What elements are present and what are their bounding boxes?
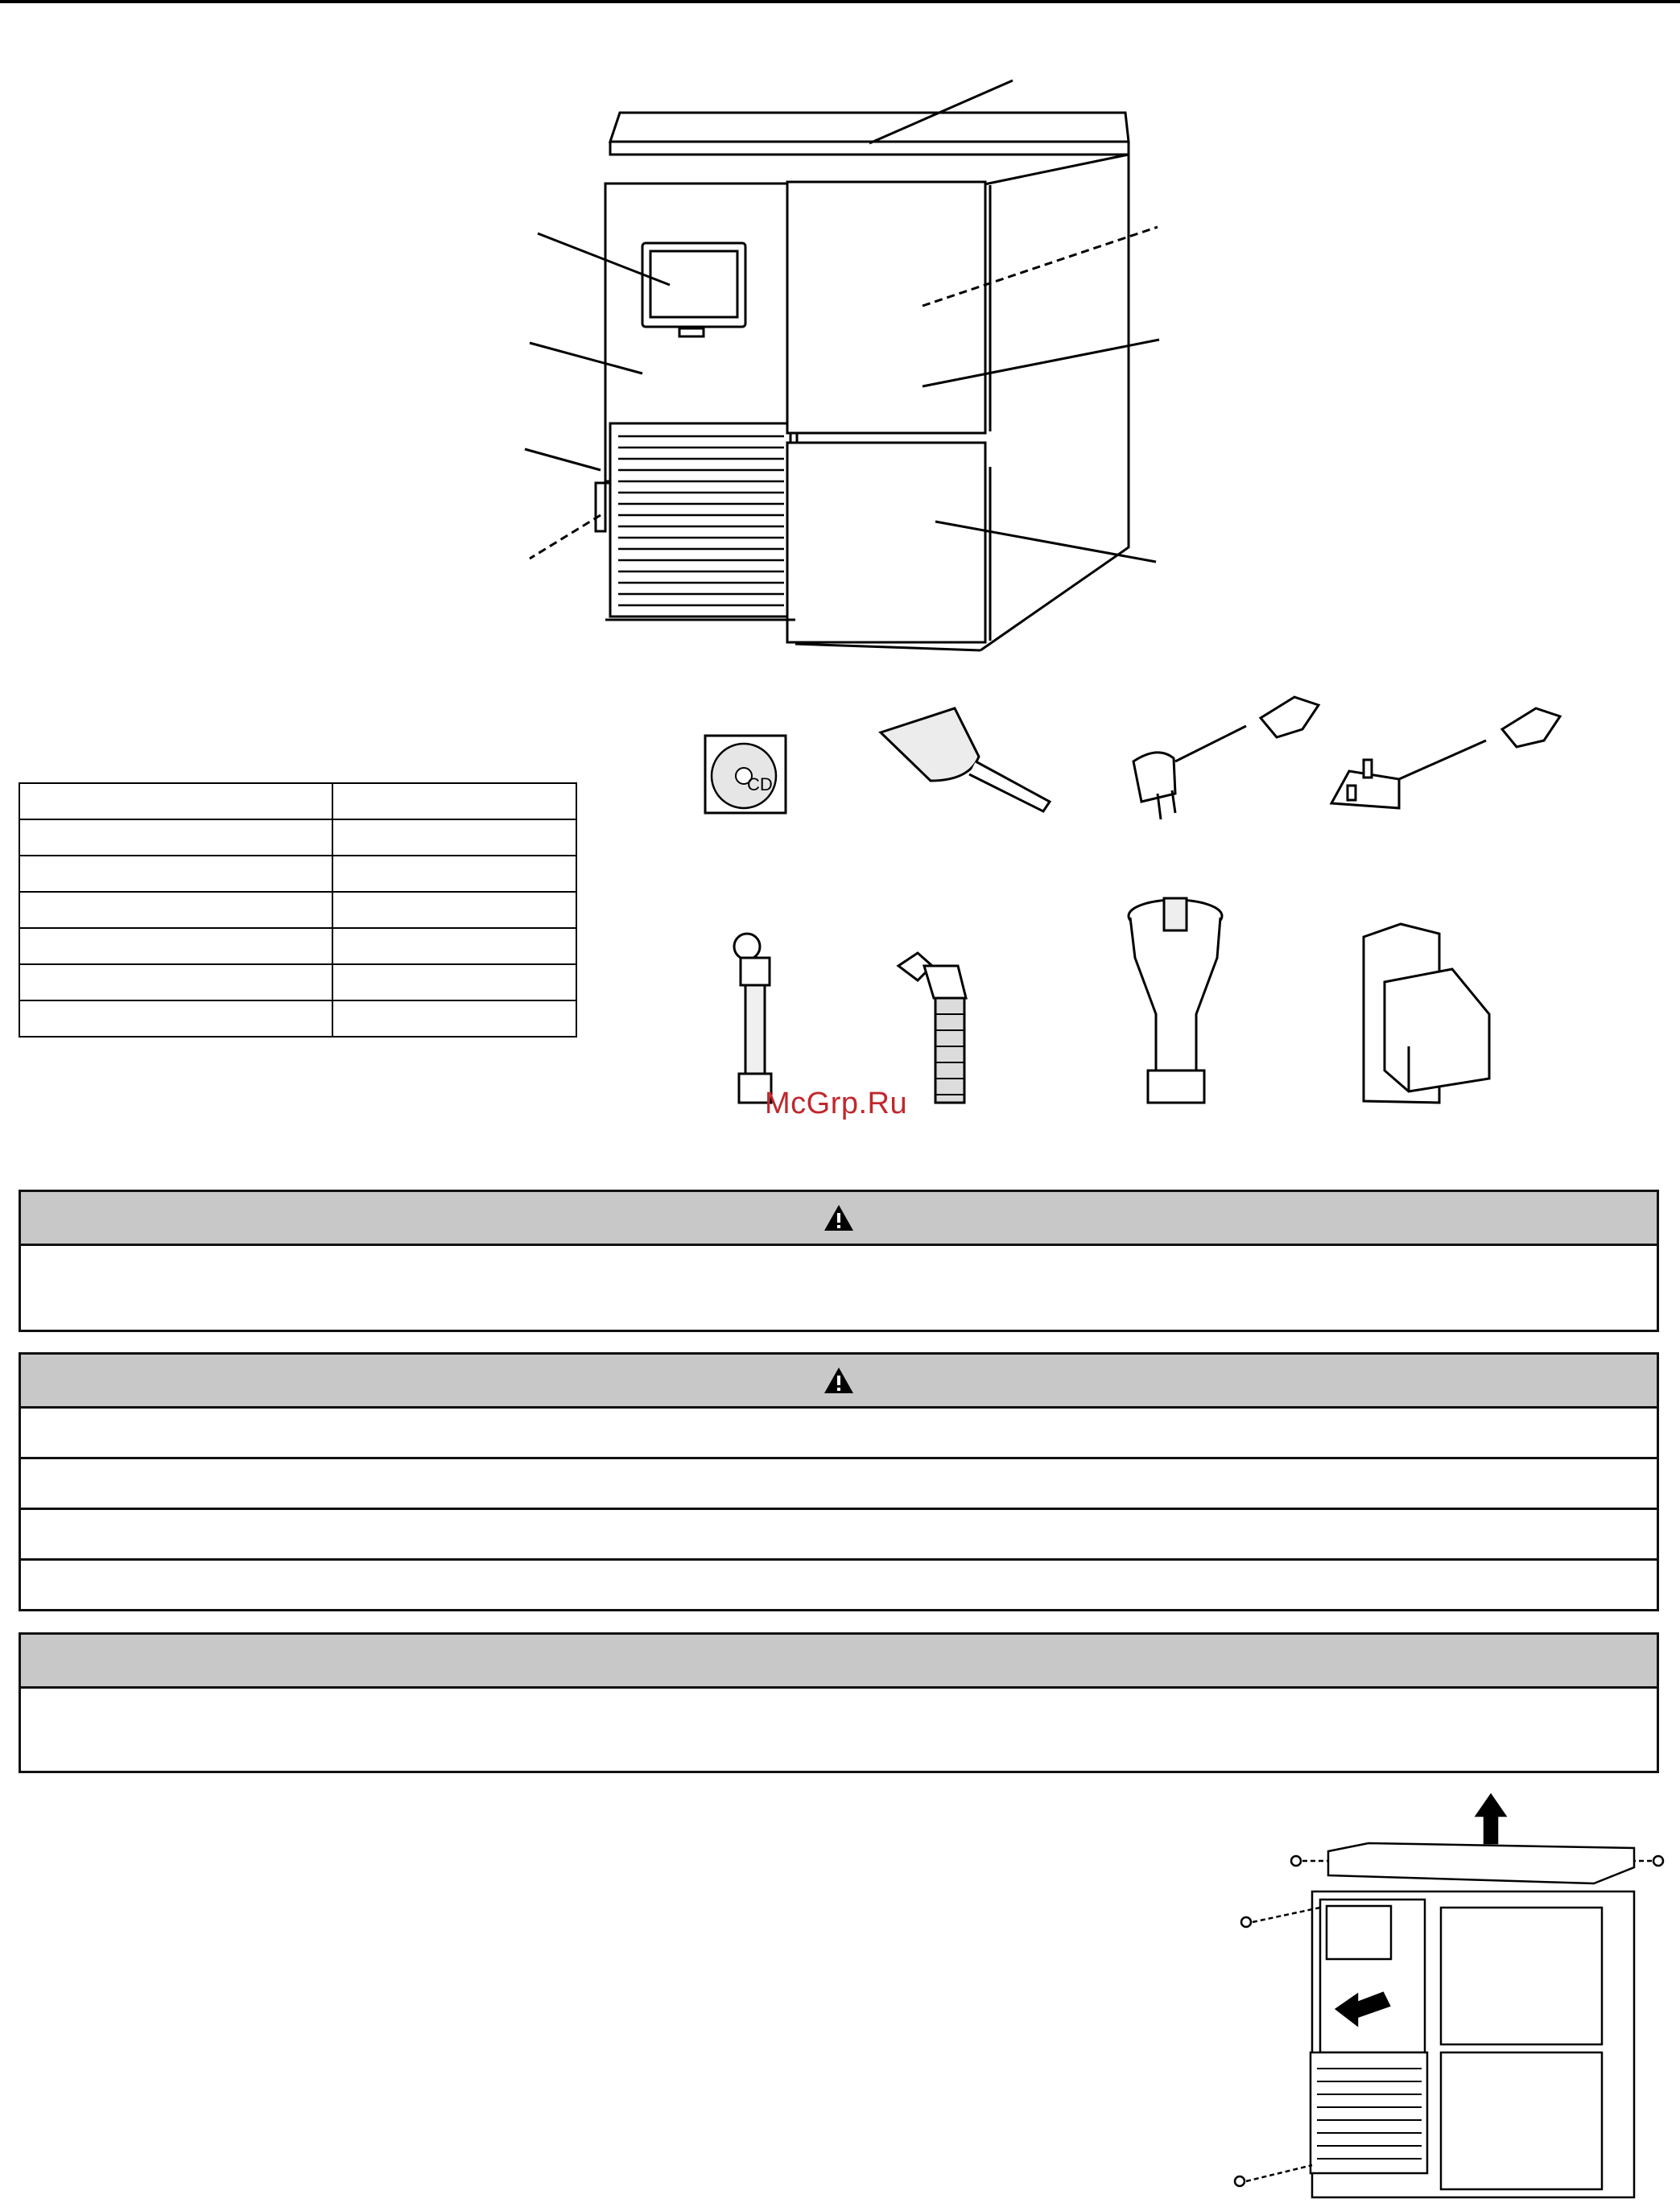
top-rule — [0, 0, 1680, 3]
ice-scoop-icon — [874, 692, 1059, 821]
table-cell — [19, 819, 332, 856]
drain-hose-icon — [885, 942, 982, 1111]
specifications-table — [19, 782, 577, 1037]
warning-triangle-icon — [823, 1203, 855, 1232]
table-row — [19, 856, 576, 892]
eu-power-cord-icon — [1125, 681, 1335, 826]
table-cell — [332, 819, 576, 856]
table-cell — [332, 783, 576, 819]
uk-power-cord-icon — [1325, 691, 1566, 835]
adjustable-leg-icon — [1124, 893, 1228, 1119]
cd-label: CD — [747, 774, 773, 794]
table-cell — [332, 928, 576, 964]
table-cell — [19, 892, 332, 928]
lid-removal-illustration — [1207, 1787, 1674, 2205]
table-cell — [332, 1000, 576, 1037]
table-cell — [332, 856, 576, 892]
warning-triangle-icon — [823, 1366, 855, 1395]
table-row — [19, 964, 576, 1000]
table-cell — [332, 964, 576, 1000]
caution-box — [19, 1352, 1659, 1611]
table-cell — [19, 928, 332, 964]
caution-row — [21, 1457, 1657, 1508]
caution-box-header — [21, 1355, 1657, 1409]
table-cell — [19, 783, 332, 819]
watermark: McGrp.Ru — [765, 1087, 908, 1120]
table-cell — [19, 964, 332, 1000]
notice-box-header — [21, 1635, 1657, 1689]
warning-box-header — [21, 1192, 1657, 1246]
warning-box — [19, 1190, 1659, 1332]
table-cell — [19, 856, 332, 892]
table-row — [19, 783, 576, 819]
filter-cover-icon — [1352, 918, 1497, 1119]
table-cell — [19, 1000, 332, 1037]
caution-row — [21, 1508, 1657, 1558]
table-row — [19, 1000, 576, 1037]
table-cell — [332, 892, 576, 928]
cd-disc-icon — [702, 732, 790, 816]
table-row — [19, 928, 576, 964]
ice-machine-illustration — [515, 64, 1175, 676]
notice-box — [19, 1632, 1659, 1773]
table-row — [19, 892, 576, 928]
caution-row — [21, 1409, 1657, 1457]
table-row — [19, 819, 576, 856]
caution-row — [21, 1558, 1657, 1609]
